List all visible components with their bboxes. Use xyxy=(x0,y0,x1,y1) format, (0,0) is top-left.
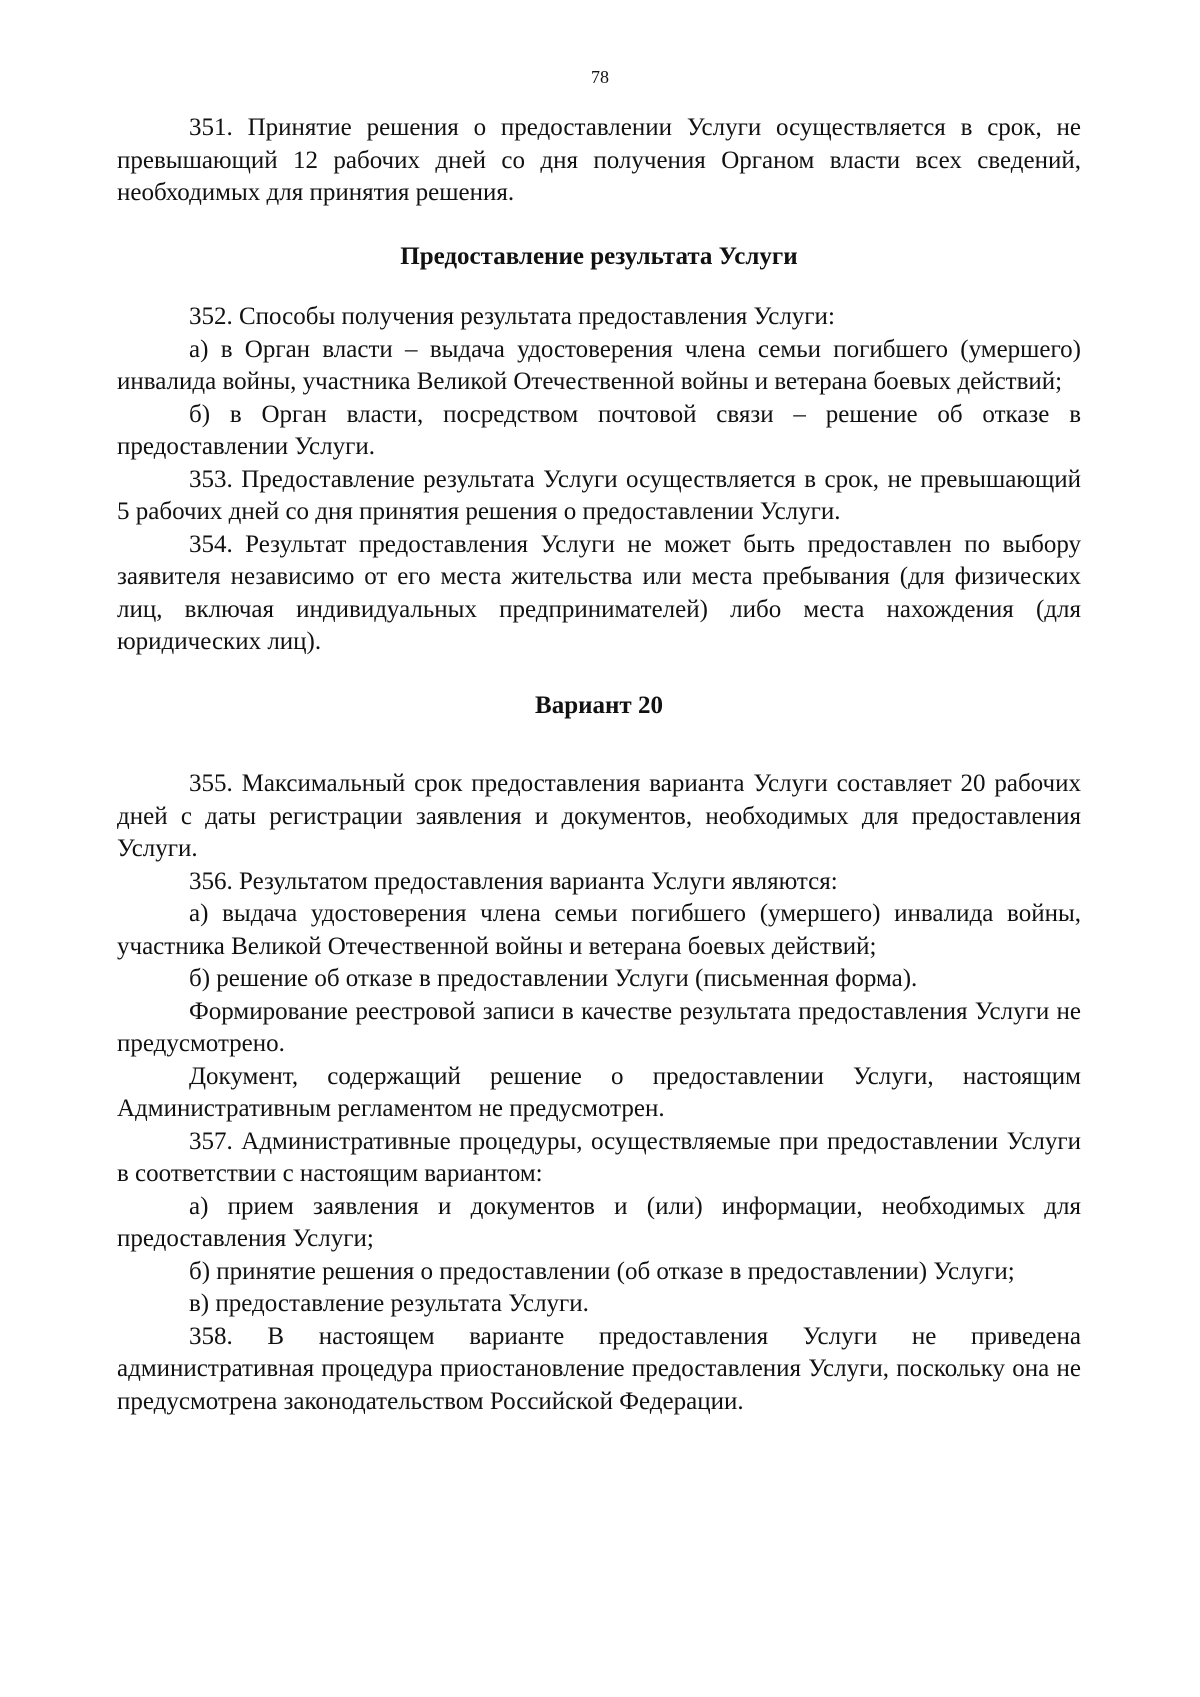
paragraph-356a: а) выдача удостоверения члена семьи погибшего (умершего) инвалида войны, участника Великой Отечественной войны и ветерана боевых действий; xyxy=(117,900,1081,960)
paragraph-357: 357. Административные процедуры, осуществляемые при предоставлении Услуги в соответствии с настоящим вариантом: xyxy=(117,1127,1081,1187)
document-body xyxy=(117,112,1081,1418)
page-number: 78 xyxy=(591,67,609,87)
paragraph-357b: б) принятие решения о предоставлении (об отказе в предоставлении) Услуги; xyxy=(189,1257,1015,1285)
paragraph-352: 352. Способы получения результата предоставления Услуги: xyxy=(189,303,835,330)
section-heading-variant: Вариант 20 xyxy=(535,691,663,719)
paragraph-356: 356. Результатом предоставления варианта Услуги являются: xyxy=(189,867,838,895)
paragraph-353: 353. Предоставление результата Услуги осуществляется в срок, не превышающий 5 рабочих дней со дня принятия решения о предоставлении Услуги. xyxy=(117,465,1081,525)
section-heading-result: Предоставление результата Услуги xyxy=(400,242,798,270)
paragraph-357a: а) прием заявления и документов и (или) информации, необходимых для предоставления Услуги; xyxy=(117,1192,1081,1252)
paragraph-356c: Формирование реестровой записи в качестве результата предоставления Услуги не предусмотрено. xyxy=(117,997,1081,1057)
spacer xyxy=(117,659,1081,690)
paragraph-355: 355. Максимальный срок предоставления варианта Услуги составляет 20 рабочих дней с даты регистрации заявления и документов, необходимых для предоставления Услуги. xyxy=(117,770,1081,862)
paragraph-354: 354. Результат предоставления Услуги не может быть предоставлен по выбору заявителя независимо от его места жительства или места пребывания (для физических лиц, включая индивидуальных предпринимателей) либо места нахождения (для юридических лиц). xyxy=(117,530,1081,655)
paragraph-358: 358. В настоящем варианте предоставления Услуги не приведена административная процедура приостановление предоставления Услуги, поскольку она не предусмотрена законодательством Российской Федерации. xyxy=(117,1322,1081,1415)
paragraph-352a: а) в Орган власти – выдача удостоверения члена семьи погибшего (умершего) инвалида войны, участника Великой Отечественной войны и ветерана боевых действий; xyxy=(117,335,1081,395)
paragraph-352b: б) в Орган власти, посредством почтовой связи – решение об отказе в предоставлении Услуги. xyxy=(117,400,1081,460)
paragraph-356d: Документ, содержащий решение о предоставлении Услуги, настоящим Административным регламентом не предусмотрен. xyxy=(117,1062,1081,1122)
paragraph-357c: в) предоставление результата Услуги. xyxy=(189,1290,589,1317)
spacer xyxy=(117,722,1081,768)
spacer xyxy=(117,210,1081,241)
paragraph-356b: б) решение об отказе в предоставлении Услуги (письменная форма). xyxy=(189,965,918,992)
spacer xyxy=(117,273,1081,301)
paragraph-351: 351. Принятие решения о предоставлении Услуги осуществляется в срок, не превышающий 12 рабочих дней со дня получения Органом власти всех сведений, необходимых для принятия решения. xyxy=(117,114,1081,206)
